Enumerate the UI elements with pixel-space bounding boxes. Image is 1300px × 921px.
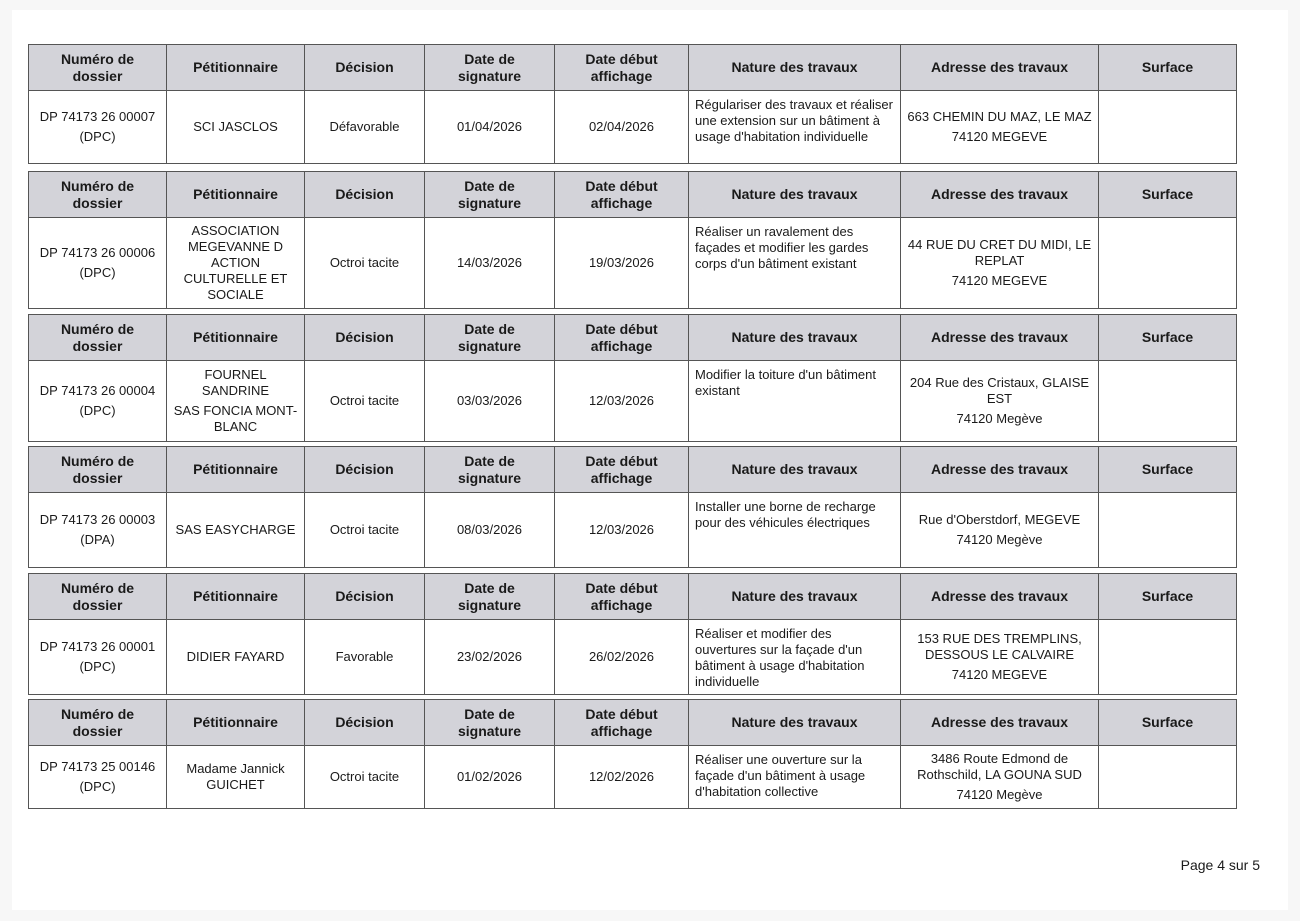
header-adresse: Adresse des travaux <box>901 45 1099 91</box>
works-address-cell <box>901 361 1099 442</box>
header-numero: Numéro de dossier <box>29 172 167 218</box>
header-nature: Nature des travaux <box>689 45 901 91</box>
dossier-number: DP 74173 26 00007 <box>39 109 156 124</box>
address-line: 153 RUE DES TREMPLINS, DESSOUS LE CALVAIRE <box>917 631 1082 662</box>
header-date-affichage: Date début affichage <box>555 172 689 218</box>
header-decision: Décision <box>305 574 425 620</box>
header-numero: Numéro de dossier <box>29 45 167 91</box>
surface-cell <box>1099 361 1237 442</box>
header-surface: Surface <box>1099 574 1237 620</box>
header-surface: Surface <box>1099 45 1237 91</box>
address-city: 74120 MEGEVE <box>951 273 1048 288</box>
dossier-type: (DPC) <box>79 659 116 674</box>
display-date-cell: 26/02/2026 <box>555 620 689 695</box>
surface-cell <box>1099 746 1237 809</box>
header-date-signature: Date de signature <box>425 574 555 620</box>
works-address-cell <box>901 493 1099 568</box>
address-line: 204 Rue des Cristaux, GLAISE EST <box>909 375 1090 406</box>
table-row <box>29 218 1237 309</box>
header-numero: Numéro de dossier <box>29 574 167 620</box>
header-decision: Décision <box>305 172 425 218</box>
header-surface: Surface <box>1099 447 1237 493</box>
header-numero: Numéro de dossier <box>29 447 167 493</box>
signature-date-cell: 03/03/2026 <box>425 361 555 442</box>
dossier-number-cell <box>29 746 167 809</box>
petitionnaire-cell <box>167 91 305 164</box>
display-date-cell: 12/03/2026 <box>555 361 689 442</box>
petitionnaire-name: FOURNEL SANDRINE <box>201 367 270 398</box>
decision-cell: Favorable <box>305 620 425 695</box>
header-surface: Surface <box>1099 315 1237 361</box>
table-row <box>29 361 1237 442</box>
header-adresse: Adresse des travaux <box>901 315 1099 361</box>
signature-date-cell: 08/03/2026 <box>425 493 555 568</box>
table-row <box>29 620 1237 695</box>
petitionnaire-cell <box>167 361 305 442</box>
header-date-affichage: Date début affichage <box>555 574 689 620</box>
works-nature-cell: Régulariser des travaux et réaliser une extension sur un bâtiment à usage d'habitation individuelle <box>689 91 901 164</box>
display-date-cell: 12/03/2026 <box>555 493 689 568</box>
header-petitionnaire: Pétitionnaire <box>167 45 305 91</box>
address-line: 44 RUE DU CRET DU MIDI, LE REPLAT <box>907 237 1092 268</box>
petitionnaire-cell <box>167 746 305 809</box>
header-decision: Décision <box>305 447 425 493</box>
address-line: 3486 Route Edmond de Rothschild, LA GOUNA SUD <box>917 751 1082 782</box>
works-address-cell <box>901 91 1099 164</box>
works-address-cell <box>901 218 1099 309</box>
header-row <box>29 315 1237 361</box>
header-nature: Nature des travaux <box>689 700 901 746</box>
header-nature: Nature des travaux <box>689 172 901 218</box>
display-date-cell: 19/03/2026 <box>555 218 689 309</box>
dossier-number-cell <box>29 218 167 309</box>
petitionnaire-cell <box>167 620 305 695</box>
dossier-number-cell <box>29 91 167 164</box>
header-decision: Décision <box>305 700 425 746</box>
permit-record-table <box>28 171 1237 309</box>
header-row <box>29 700 1237 746</box>
decision-cell: Octroi tacite <box>305 361 425 442</box>
petitionnaire-name-2: SAS FONCIA MONT-BLANC <box>173 403 298 434</box>
header-numero: Numéro de dossier <box>29 700 167 746</box>
table-row <box>29 746 1237 809</box>
address-city: 74120 Megève <box>956 532 1043 547</box>
header-date-signature: Date de signature <box>425 315 555 361</box>
header-numero: Numéro de dossier <box>29 315 167 361</box>
header-row <box>29 45 1237 91</box>
permit-record-table <box>28 446 1237 568</box>
header-surface: Surface <box>1099 700 1237 746</box>
decision-cell: Défavorable <box>305 91 425 164</box>
petitionnaire-name: DIDIER FAYARD <box>186 649 285 664</box>
dossier-type: (DPA) <box>80 532 115 547</box>
permit-record-table <box>28 573 1237 695</box>
dossier-type: (DPC) <box>79 265 116 280</box>
header-petitionnaire: Pétitionnaire <box>167 172 305 218</box>
header-date-affichage: Date début affichage <box>555 45 689 91</box>
petitionnaire-name: Madame Jannick GUICHET <box>186 761 285 792</box>
header-date-signature: Date de signature <box>425 45 555 91</box>
header-decision: Décision <box>305 315 425 361</box>
works-address-cell <box>901 620 1099 695</box>
header-row <box>29 172 1237 218</box>
header-date-affichage: Date début affichage <box>555 447 689 493</box>
header-date-signature: Date de signature <box>425 700 555 746</box>
header-adresse: Adresse des travaux <box>901 172 1099 218</box>
header-adresse: Adresse des travaux <box>901 574 1099 620</box>
petitionnaire-name: ASSOCIATION MEGEVANNE D ACTION CULTURELLE ET SOCIALE <box>183 223 288 302</box>
works-nature-cell: Modifier la toiture d'un bâtiment existant <box>689 361 901 442</box>
signature-date-cell: 14/03/2026 <box>425 218 555 309</box>
header-nature: Nature des travaux <box>689 447 901 493</box>
display-date-cell: 12/02/2026 <box>555 746 689 809</box>
works-nature-cell: Réaliser un ravalement des façades et modifier les gardes corps d'un bâtiment existant <box>689 218 901 309</box>
dossier-number-cell <box>29 361 167 442</box>
works-nature-cell: Installer une borne de recharge pour des véhicules électriques <box>689 493 901 568</box>
dossier-number-cell <box>29 620 167 695</box>
decision-cell: Octroi tacite <box>305 493 425 568</box>
dossier-number-cell <box>29 493 167 568</box>
signature-date-cell: 23/02/2026 <box>425 620 555 695</box>
surface-cell <box>1099 91 1237 164</box>
header-petitionnaire: Pétitionnaire <box>167 700 305 746</box>
petitionnaire-name: SAS EASYCHARGE <box>175 522 296 537</box>
header-date-signature: Date de signature <box>425 172 555 218</box>
table-row <box>29 91 1237 164</box>
page-number: Page 4 sur 5 <box>1180 857 1260 873</box>
dossier-type: (DPC) <box>79 779 116 794</box>
works-nature-cell: Réaliser une ouverture sur la façade d'un bâtiment à usage d'habitation collective <box>689 746 901 809</box>
dossier-number: DP 74173 26 00006 <box>39 245 156 260</box>
header-petitionnaire: Pétitionnaire <box>167 315 305 361</box>
decision-cell: Octroi tacite <box>305 218 425 309</box>
table-row <box>29 493 1237 568</box>
header-row <box>29 447 1237 493</box>
address-city: 74120 Megève <box>956 411 1043 426</box>
header-date-affichage: Date début affichage <box>555 700 689 746</box>
display-date-cell: 02/04/2026 <box>555 91 689 164</box>
permit-record-table <box>28 699 1237 809</box>
petitionnaire-name: SCI JASCLOS <box>193 119 278 134</box>
address-city: 74120 MEGEVE <box>951 667 1048 682</box>
header-date-affichage: Date début affichage <box>555 315 689 361</box>
header-nature: Nature des travaux <box>689 574 901 620</box>
address-city: 74120 MEGEVE <box>951 129 1048 144</box>
header-nature: Nature des travaux <box>689 315 901 361</box>
dossier-type: (DPC) <box>79 403 116 418</box>
surface-cell <box>1099 218 1237 309</box>
dossier-number: DP 74173 26 00001 <box>39 639 156 654</box>
signature-date-cell: 01/04/2026 <box>425 91 555 164</box>
header-petitionnaire: Pétitionnaire <box>167 574 305 620</box>
header-decision: Décision <box>305 45 425 91</box>
works-address-cell <box>901 746 1099 809</box>
address-line: 663 CHEMIN DU MAZ, LE MAZ <box>907 109 1092 124</box>
address-line: Rue d'Oberstdorf, MEGEVE <box>918 512 1081 527</box>
header-date-signature: Date de signature <box>425 447 555 493</box>
dossier-number: DP 74173 25 00146 <box>39 759 156 774</box>
surface-cell <box>1099 620 1237 695</box>
address-city: 74120 Megève <box>956 787 1043 802</box>
header-petitionnaire: Pétitionnaire <box>167 447 305 493</box>
permit-record-table <box>28 314 1237 442</box>
signature-date-cell: 01/02/2026 <box>425 746 555 809</box>
works-nature-cell: Réaliser et modifier des ouvertures sur la façade d'un bâtiment à usage d'habitation individuelle <box>689 620 901 695</box>
header-row <box>29 574 1237 620</box>
permit-record-table <box>28 44 1237 164</box>
header-adresse: Adresse des travaux <box>901 700 1099 746</box>
dossier-number: DP 74173 26 00003 <box>39 512 156 527</box>
header-adresse: Adresse des travaux <box>901 447 1099 493</box>
dossier-type: (DPC) <box>79 129 116 144</box>
header-surface: Surface <box>1099 172 1237 218</box>
petitionnaire-cell <box>167 493 305 568</box>
decision-cell: Octroi tacite <box>305 746 425 809</box>
surface-cell <box>1099 493 1237 568</box>
petitionnaire-cell <box>167 218 305 309</box>
dossier-number: DP 74173 26 00004 <box>39 383 156 398</box>
